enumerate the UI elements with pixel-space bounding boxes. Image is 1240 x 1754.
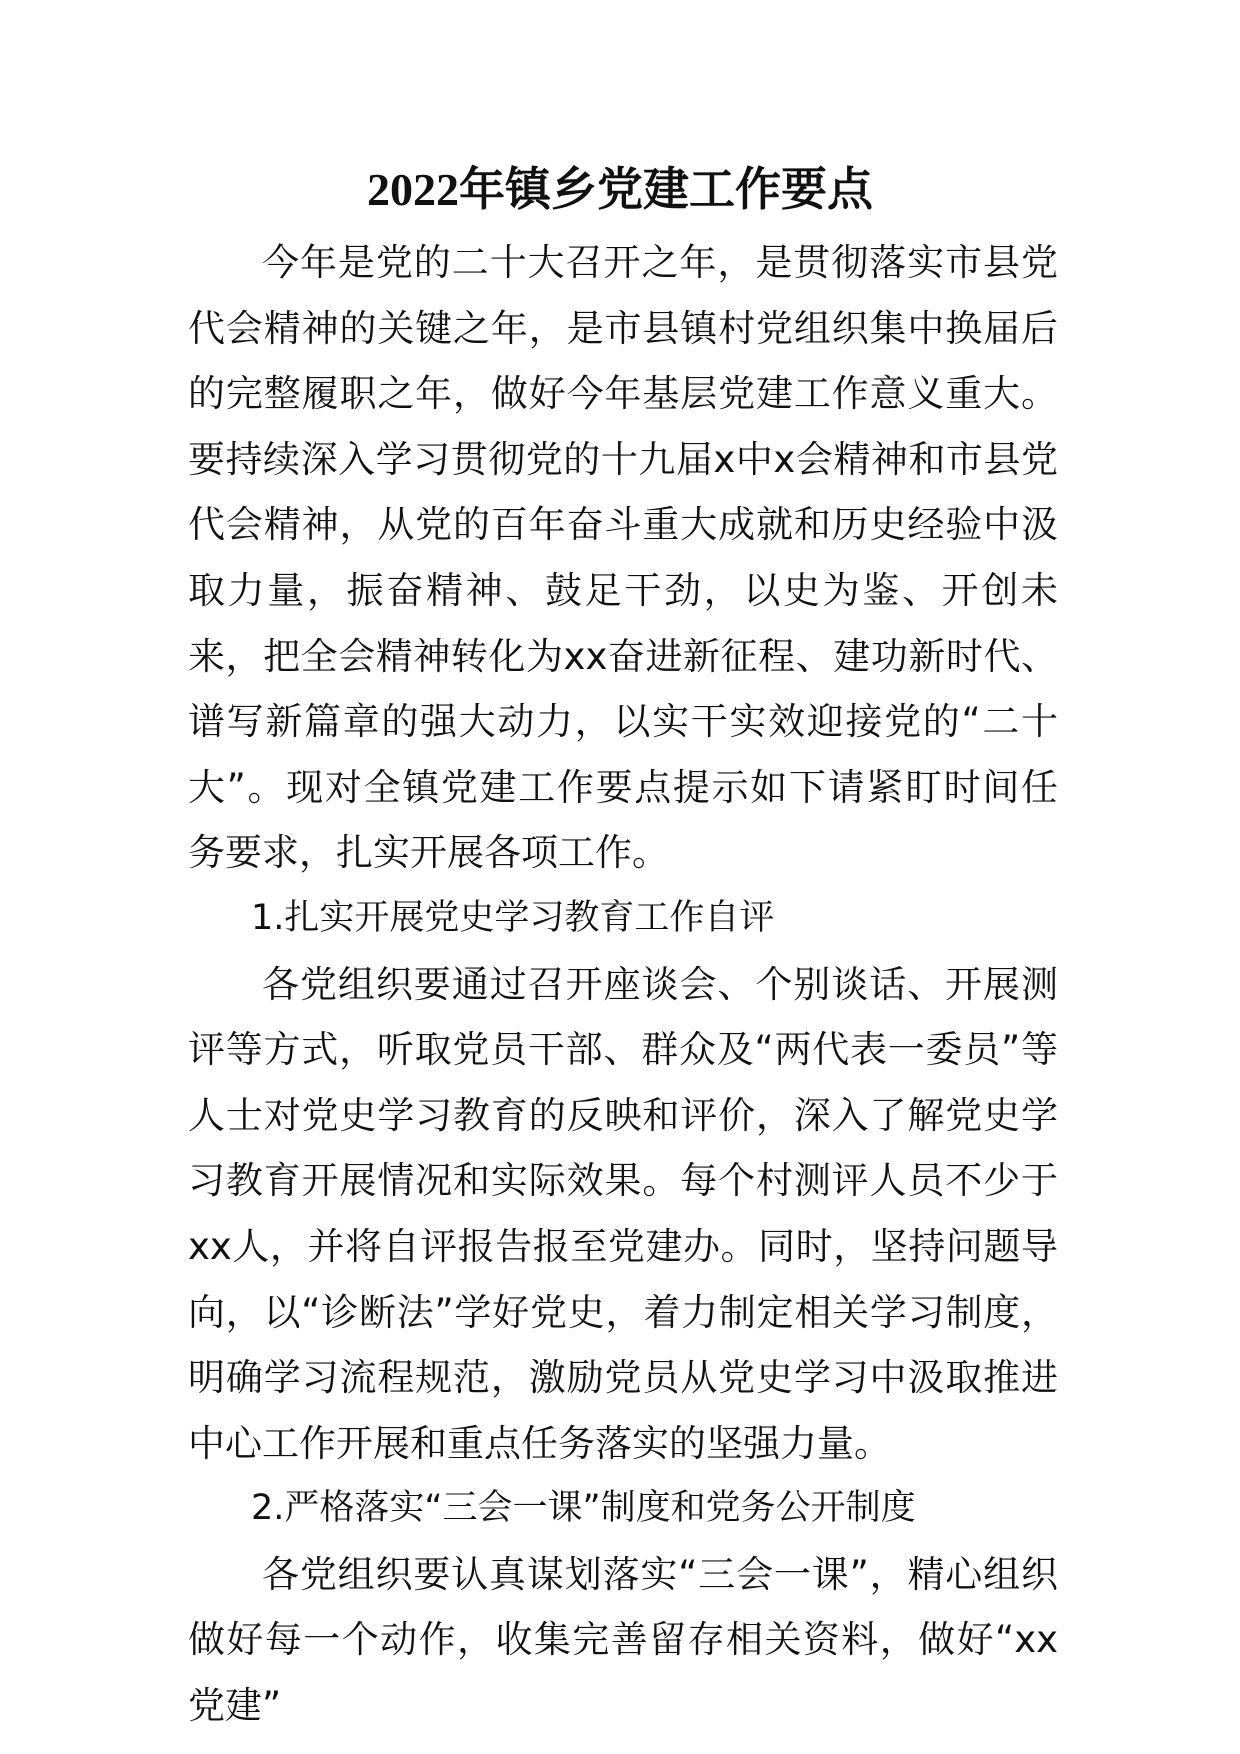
section-heading-2: 2.严格落实“三会一课”制度和党务公开制度 xyxy=(251,1488,916,1529)
document-body xyxy=(188,230,1058,1739)
intro-paragraph: 今年是党的二十大召开之年，是贯彻落实市县党代会精神的关键之年，是市县镇村党组织集中换届后的完整履职之年，做好今年基层党建工作意义重大。要持续深入学习贯彻党的十九届x中x会精神和市县党代会精神，从党的百年奋斗重大成就和历史经验中汲取力量，振奋精神、鼓足干劲，以史为鉴、开创未来，把全会精神转化为xx奋进新征程、建功新时代、谱写新篇章的强大动力，以实干实效迎接党的“二十大”。现对全镇党建工作要点提示如下请紧盯时间任务要求，扎实开展各项工作。 xyxy=(188,241,1058,875)
section-paragraph-2: 各党组织要认真谋划落实“三会一课”，精心组织做好每一个动作，收集完善留存相关资料，做好“xx党建” xyxy=(188,1552,1058,1728)
section-heading-1: 1.扎实开展党史学习教育工作自评 xyxy=(251,897,775,938)
document-title: 2022年镇乡党建工作要点 xyxy=(367,164,873,215)
section-paragraph-1: 各党组织要通过召开座谈会、个别谈话、开展测评等方式，听取党员干部、群众及“两代表一委员”等人士对党史学习教育的反映和评价，深入了解党史学习教育开展情况和实际效果。每个村测评人员不少于xx人，并将自评报告报至党建办。同时，坚持问题导向，以“诊断法”学好党史，着力制定相关学习制度，明确学习流程规范，激励党员从党史学习中汲取推进中心工作开展和重点任务落实的坚强力量。 xyxy=(188,962,1058,1465)
